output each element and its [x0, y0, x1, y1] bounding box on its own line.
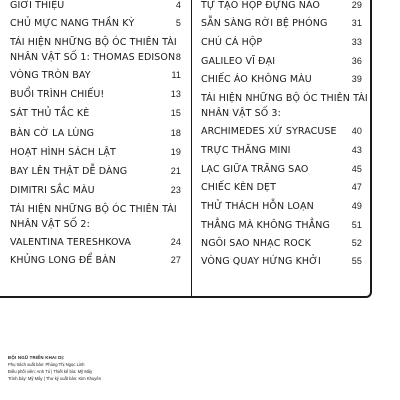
toc-entry[interactable]	[10, 181, 181, 195]
toc-entry[interactable]	[201, 141, 362, 155]
toc-entry-page: 49	[351, 201, 362, 211]
toc-entry-page: 47	[351, 182, 362, 192]
toc-entry-page: 45	[351, 164, 362, 174]
toc-entry-title: SÁT THỦ TẮC KÈ	[10, 107, 90, 119]
toc-entry-page: 18	[170, 128, 181, 138]
toc-entry-page: 31	[351, 18, 362, 28]
toc-entry[interactable]	[10, 251, 181, 265]
credits-heading: ĐỘI NGŨ TRIỂN KHAI DỊ:	[8, 355, 65, 360]
toc-entry-title: ARCHIMEDES XỨ SYRACUSE	[201, 125, 337, 137]
toc-entry[interactable]	[10, 14, 181, 28]
toc-entry-page: 13	[170, 89, 181, 99]
toc-entry[interactable]	[201, 178, 362, 192]
toc-entry-page: 5	[175, 18, 181, 28]
toc-entry[interactable]	[10, 162, 181, 176]
toc-entry-title: CHIẾC ÁO KHÔNG MÀU	[201, 73, 312, 85]
toc-entry-page: 39	[351, 74, 362, 84]
column-divider	[191, 0, 192, 296]
toc-entry-title: CHIẾC KÈN DẸT	[201, 181, 277, 193]
toc-entry[interactable]	[10, 0, 181, 10]
toc-entry[interactable]	[201, 70, 362, 84]
toc-entry-title: TRỰC THĂNG MINI	[201, 144, 291, 156]
toc-entry-page: 11	[171, 70, 181, 80]
toc-entry-page: 36	[351, 56, 362, 66]
toc-entry-title: GALILEO VĨ ĐẠI	[201, 55, 276, 67]
credits-line: Phụ trách xuất bản: Phùng Thị Ngọc Linh	[8, 362, 85, 367]
toc-entry[interactable]	[201, 89, 368, 104]
toc-entry-title: VÒNG TRÒN BAY	[10, 69, 91, 81]
toc-entry-page: 8	[175, 52, 181, 62]
toc-entry-title: TỰ TẠO HỘP ĐỰNG NÁO	[201, 0, 320, 11]
toc-entry-page: 29	[351, 0, 362, 10]
toc-entry[interactable]	[201, 0, 362, 10]
toc-entry-title: CHÚ CÁ HỘP	[201, 36, 263, 48]
toc-entry[interactable]	[201, 104, 362, 118]
toc-entry-page: 51	[351, 220, 362, 230]
toc-entry[interactable]	[201, 52, 362, 66]
toc-entry-title: HOẠT HÌNH SÁCH LẬT	[10, 146, 116, 158]
toc-entry[interactable]	[201, 160, 362, 174]
toc-entry[interactable]	[10, 33, 181, 47]
toc-entry[interactable]	[10, 200, 181, 214]
toc-entry[interactable]	[201, 216, 362, 230]
toc-entry-title: THẲNG MÀ KHÔNG THẲNG	[201, 219, 330, 231]
toc-entry-title: NGÔI SAO NHẠC ROCK	[201, 237, 311, 249]
toc-entry[interactable]	[201, 252, 362, 266]
toc-entry-title: TÁI HIỆN NHỮNG BỘ ÓC THIÊN TÀI	[201, 92, 368, 104]
toc-entry-title: NHÂN VẬT SỐ 1: THOMAS EDISON	[10, 51, 176, 63]
toc-entry[interactable]	[201, 14, 362, 28]
toc-entry-page: 33	[351, 37, 362, 47]
toc-entry-title: GIỚI THIỆU	[10, 0, 65, 11]
toc-entry-title: NHÂN VẬT SỐ 3:	[201, 107, 281, 119]
toc-entry-title: LẠC GIỮA TRĂNG SAO	[201, 163, 309, 175]
toc-entry-page: 19	[170, 147, 181, 157]
toc-entry[interactable]	[10, 66, 181, 80]
toc-entry-page: 4	[175, 0, 181, 10]
toc-entry-title: CHỦ MỰC NANG THẦN KỲ	[10, 17, 135, 29]
toc-entry-title: KHỦNG LONG ĐỂ BÀN	[10, 254, 116, 266]
toc-entry-page: 43	[351, 145, 362, 155]
toc-entry-page: 55	[351, 256, 362, 266]
toc-entry-title: SẴN SÀNG RỜI BỆ PHÓNG	[201, 17, 328, 29]
toc-entry-page: 24	[170, 237, 181, 247]
toc-entry-page: 52	[351, 238, 362, 248]
toc-entry-title: NHÂN VẬT SỐ 2:	[10, 218, 90, 230]
toc-entry-page: 23	[170, 185, 181, 195]
toc-entry[interactable]	[10, 48, 181, 62]
toc-entry-page: 27	[170, 255, 181, 265]
toc-entry-title: TÁI HIỆN NHỮNG BỘ ÓC THIÊN TÀI	[10, 36, 177, 48]
credits-line: Trình bày: Mỹ Mây | Thư ký xuất bản: Kim Khuyên	[8, 376, 102, 381]
toc-entry-title: VALENTINA TERESHKOVA	[10, 236, 132, 248]
toc-entry[interactable]	[10, 233, 181, 247]
toc-entry-title: BAY LÊN THẬT DỄ DÀNG	[10, 165, 128, 177]
toc-entry[interactable]	[10, 104, 181, 118]
toc-entry[interactable]	[10, 85, 181, 99]
toc-entry[interactable]	[201, 197, 362, 211]
toc-entry[interactable]	[10, 215, 181, 229]
toc-entry[interactable]	[201, 33, 362, 47]
toc-entry[interactable]	[10, 143, 181, 157]
toc-entry-page: 15	[170, 108, 181, 118]
toc-entry[interactable]	[201, 122, 362, 136]
credits-line: Điều phối viên: Anh Tú | Thiết kế bìa: Mỹ Mây	[8, 369, 93, 374]
toc-entry-title: VÒNG QUAY HỨNG KHỞI	[201, 255, 321, 267]
toc-entry[interactable]	[201, 234, 362, 248]
toc-entry-title: BÀN CỜ LA LÙNG	[10, 127, 95, 139]
toc-entry-title: BUỔI TRÌNH CHIẾU!	[10, 88, 105, 100]
credits-block	[8, 354, 308, 382]
toc-entry-title: THỬ THÁCH HỖN LOẠN	[201, 200, 314, 212]
toc-entry[interactable]	[10, 124, 181, 138]
toc-entry-page: 40	[351, 126, 362, 136]
toc-entry-title: TÁI HIỆN NHỮNG BỘ ÓC THIÊN TÀI	[10, 203, 177, 215]
toc-entry-page: 21	[170, 166, 181, 176]
toc-entry-title: DIMITRI SẮC MÀU	[10, 184, 95, 196]
